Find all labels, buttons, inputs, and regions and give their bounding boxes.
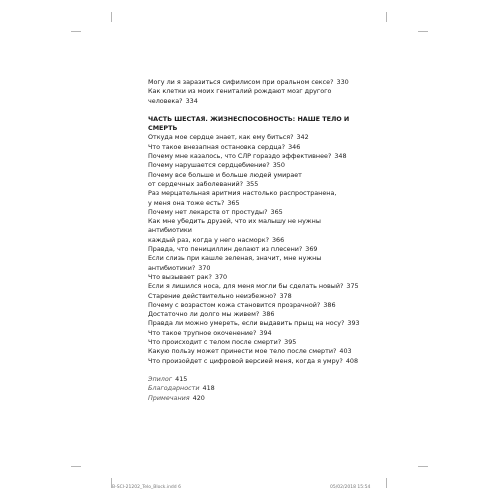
toc-entry-title: Как клетки из моих гениталий рождают мозг другого человека?	[148, 87, 332, 105]
toc-entry-title: Откуда мое сердце знает, как ему биться?	[148, 133, 294, 142]
toc-entry	[148, 301, 363, 310]
crop-mark	[71, 31, 81, 32]
toc-entry	[148, 273, 363, 282]
toc-entry-title: Почему мне казалось, что СЛР гораздо эффективнее?	[148, 152, 332, 161]
toc-entry	[148, 310, 363, 319]
toc-entry-title: Благодарности	[148, 384, 200, 393]
toc-entry-title: Почему все больше и больше людей умирает от сердечных заболеваний?	[148, 170, 302, 188]
toc-entry-title: Старение действительно неизбежно?	[148, 291, 277, 300]
toc-entry-page: 355	[246, 179, 259, 188]
toc-entry-page: 342	[296, 133, 309, 142]
table-of-contents	[148, 78, 363, 403]
toc-entry	[148, 245, 363, 254]
toc-entry	[148, 282, 363, 291]
toc-entry-page: 375	[346, 282, 359, 291]
toc-entry	[148, 133, 363, 142]
file-slug: B-SCI-21202_Telo_Block.indd 6	[112, 485, 181, 490]
toc-entry-page: 346	[288, 142, 301, 151]
toc-entry-page: 369	[305, 245, 318, 254]
toc-entry-page: 378	[279, 291, 292, 300]
toc-entry	[148, 292, 363, 301]
toc-entry	[148, 189, 363, 208]
toc-entry-title: Что такое внезапная остановка сердца?	[148, 142, 286, 151]
toc-entry	[148, 87, 363, 106]
crop-mark	[418, 466, 428, 467]
toc-entry	[148, 338, 363, 347]
date-slug: 05/02/2018 15:54	[330, 485, 371, 490]
toc-entry-page: 408	[345, 356, 359, 365]
crop-mark	[418, 31, 428, 32]
toc-entry-page: 386	[262, 310, 275, 319]
toc-entry-title: Если я лишился носа, для меня могли бы сделать новый?	[148, 282, 344, 291]
toc-entry-page: 393	[347, 319, 360, 328]
toc-entry-page: 395	[284, 338, 297, 347]
toc-entry	[148, 384, 363, 393]
crop-mark	[386, 478, 387, 488]
toc-entry-title: Раз мерцательная аритмия настолько распространена, у меня она тоже есть?	[148, 189, 337, 207]
toc-entry-title: Почему с возрастом кожа становится прозрачной?	[148, 300, 321, 309]
part-title: ЧАСТЬ ШЕСТАЯ. ЖИЗНЕСПОСОБНОСТЬ: НАШЕ ТЕЛО И СМЕРТЬ	[148, 114, 350, 133]
toc-entry-page: 403	[339, 347, 352, 356]
toc-entry-page: 394	[259, 328, 272, 337]
toc-entry-page: 350	[272, 161, 285, 170]
toc-entry	[148, 375, 363, 384]
toc-entry-page: 366	[271, 235, 285, 244]
toc-entry-page: 365	[270, 207, 283, 216]
toc-entry-title: Какую пользу может принести мое тело после смерти?	[148, 347, 337, 356]
toc-entry-title: Правда, что пенициллин делают из плесени?	[148, 245, 303, 254]
toc-entry-title: Почему нет лекарств от простуды?	[148, 207, 268, 216]
toc-entry	[148, 357, 363, 366]
toc-entry	[148, 78, 363, 87]
toc-entry	[148, 161, 363, 170]
toc-entry-page: 370	[214, 272, 228, 281]
toc-entry-page: 348	[334, 152, 347, 161]
toc-entry-title: Достаточно ли долго мы живем?	[148, 310, 260, 319]
toc-entry	[148, 394, 363, 403]
toc-entry	[148, 217, 363, 245]
toc-entry	[148, 208, 363, 217]
crop-mark	[386, 12, 387, 22]
toc-entry	[148, 329, 363, 338]
toc-entry	[148, 254, 363, 273]
toc-entry-title: Почему нарушается сердцебиение?	[148, 161, 270, 170]
toc-entry-page: 370	[198, 263, 211, 272]
toc-entry-page: 365	[227, 198, 240, 207]
toc-entry-title: Примечания	[148, 393, 190, 402]
toc-entry-title: Что произойдет с цифровой версией меня, когда я умру?	[148, 356, 343, 365]
toc-entry-title: Что происходит с телом после смерти?	[148, 338, 282, 347]
crop-mark	[71, 466, 81, 467]
toc-entry	[148, 171, 363, 190]
toc-entry-title: Что вызывает рак?	[148, 272, 212, 281]
toc-entry-title: Если слизь при кашле зеленая, значит, мне нужны антибиотики?	[148, 254, 322, 272]
toc-entry	[148, 152, 363, 161]
toc-entry-title: Как мне убедить друзей, что их малышу не нужны антибиотики каждый раз, когда у него насморк?	[148, 217, 321, 244]
toc-entry-page: 386	[323, 300, 336, 309]
toc-entry-title: Правда ли можно умереть, если выдавить прыщ на носу?	[148, 319, 345, 328]
toc-entry-title: Эпилог	[148, 374, 173, 383]
toc-entry-page: 420	[192, 393, 205, 402]
toc-entry-title: Могу ли я заразиться сифилисом при оральном сексе?	[148, 78, 334, 86]
toc-entry-page: 334	[185, 96, 198, 105]
crop-mark	[111, 12, 112, 22]
toc-entry-page: 415	[175, 374, 188, 383]
toc-entry	[148, 319, 363, 328]
toc-entry	[148, 347, 363, 356]
toc-entry-title: Что такое трупное окоченение?	[148, 328, 257, 337]
toc-entry	[148, 143, 363, 152]
toc-entry-page: 418	[202, 384, 215, 393]
toc-entry-page: 330	[336, 78, 349, 86]
